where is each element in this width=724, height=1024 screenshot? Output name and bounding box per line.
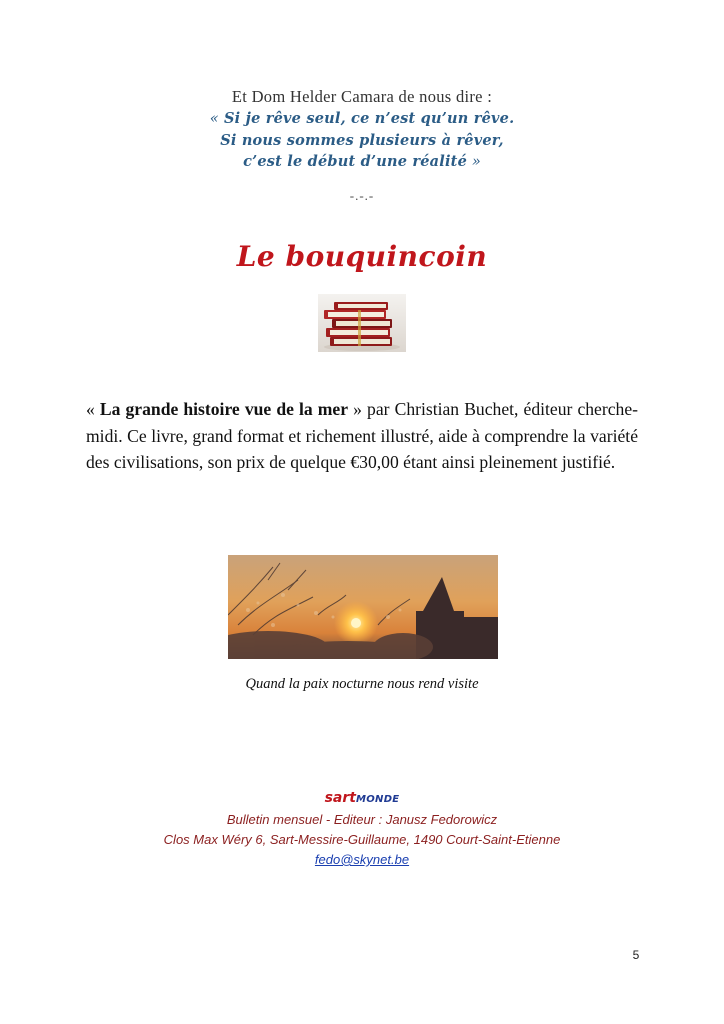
quote-intro: Et Dom Helder Camara de nous dire :	[231, 87, 493, 106]
footer-email-link[interactable]: fedo@skynet.be	[314, 852, 410, 867]
brand-part-2: MONDE	[355, 794, 400, 805]
footer-address-line: Clos Max Wéry 6, Sart-Messire-Guillaume, 1490 Court-Saint-Etienne	[163, 832, 561, 847]
quote-line-1	[0, 108, 724, 130]
sunset-photo	[228, 555, 498, 659]
quote-block	[0, 86, 724, 173]
quote-line-3-text: c’est le début d’une réalité	[243, 153, 468, 170]
quote-close-guillemet: »	[467, 154, 481, 170]
books-stack-image	[318, 294, 406, 352]
book-title: La grande histoire vue de la mer	[99, 399, 349, 419]
book-3	[332, 319, 392, 328]
quote-open-guillemet: «	[209, 111, 219, 127]
footer	[0, 788, 724, 869]
review-open-guillemet: «	[86, 399, 100, 419]
separator: -.-.-	[349, 188, 375, 203]
book-4	[324, 310, 386, 319]
quote-line-3	[0, 151, 724, 173]
review-text: » par Christian Buchet, éditeur cherche-midi. Ce livre, grand format et richement illustré, aide à comprendre la variété des civilisations, son prix de quelque €30,00 étant ainsi pleinement justifié.	[86, 399, 638, 472]
book-review-paragraph	[86, 396, 638, 476]
quote-line-1-text: Si je rêve seul, ce n’est qu’un rêve.	[218, 110, 515, 127]
quote-line-2: Si nous sommes plusieurs à rêver,	[220, 132, 504, 149]
book-5	[334, 302, 388, 310]
brand-part-1: sart	[324, 790, 356, 806]
footer-bulletin-line: Bulletin mensuel - Editeur : Janusz Fedorowicz	[226, 812, 498, 827]
page-number: 5	[632, 948, 640, 962]
photo-caption: Quand la paix nocturne nous rend visite	[245, 676, 479, 692]
section-title: Le bouquincoin	[236, 240, 488, 273]
brand-logo	[0, 788, 724, 810]
